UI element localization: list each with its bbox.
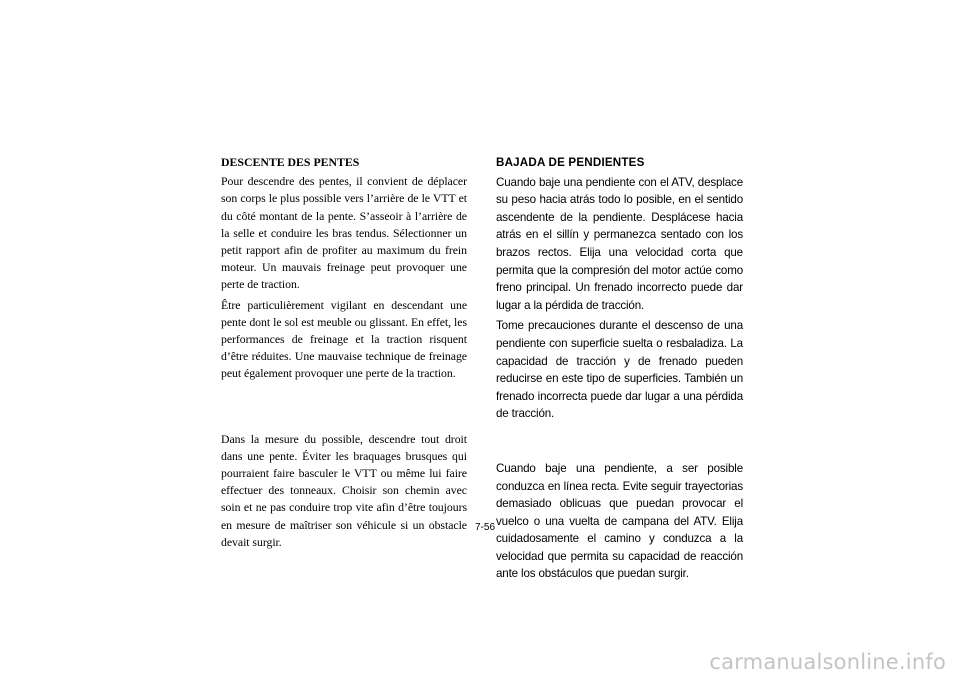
spanish-paragraph-2: Tome precauciones durante el descenso de una pendiente con superficie suelta o resbaladiza. La capacidad de tracción y de frenado pueden reducirse en este tipo de superficies. También un frenado incorrecta puede dar lugar a una pérdida de tracción.	[496, 319, 743, 421]
spanish-heading: BAJADA DE PENDIENTES	[496, 156, 645, 169]
spanish-paragraph-1: Cuando baje una pendiente con el ATV, desplace su peso hacia atrás todo lo posible, en el sentido ascendente de la pendiente. Desplácese hacia atrás en el sillín y permanezca sentado con los brazos rectos. Elija una velocidad corta que permita que la compresión del motor actúe como freno principal. Un frenado incorrecto puede dar lugar a la pérdida de tracción.	[496, 175, 743, 312]
french-paragraph-3: Dans la mesure du possible, descendre tout droit dans une pente. Éviter les braquages brusques qui pourraient faire basculer le VTT ou même lui faire effectuer des tonneaux. Choisir son chemin avec soin et ne pas conduire trop vite afin d’être toujours en mesure de maîtriser son véhicule si un obstacle devait surgir.	[221, 431, 467, 549]
french-column	[221, 154, 467, 554]
spanish-paragraph-3: Cuando baje una pendiente, a ser posible conduzca en línea recta. Evite seguir trayectorias demasiado oblicuas que puedan provocar el vuelco o una vuelta de campana del ATV. Elija cuidadosamente el camino y conduzca a la velocidad que permita su capacidad de reacción ante los obstáculos que puedan surgir.	[496, 461, 743, 581]
french-spacer	[221, 386, 467, 431]
spanish-spacer	[496, 426, 743, 460]
watermark-text: carmanualsonline.info	[709, 650, 946, 674]
french-paragraph-1: Pour descendre des pentes, il convient de déplacer son corps le plus possible vers l’arrière de le VTT et du côté montant de la pente. S’asseoir à l’arrière de la selle et conduire les bras tendus. Sélectionner un petit rapport afin de profiter au maximum du frein moteur. Un mauvais freinage peut provoquer une perte de traction.	[221, 174, 467, 292]
french-heading: DESCENTE DES PENTES	[221, 155, 360, 169]
french-paragraph-2: Être particulièrement vigilant en descendant une pente dont le sol est meuble ou glissant. En effet, les performances de freinage et la traction risquent d’être réduites. Une mauvaise technique de freinage peut également provoquer une perte de la traction.	[221, 297, 467, 381]
page-number: 7-56	[474, 522, 495, 533]
